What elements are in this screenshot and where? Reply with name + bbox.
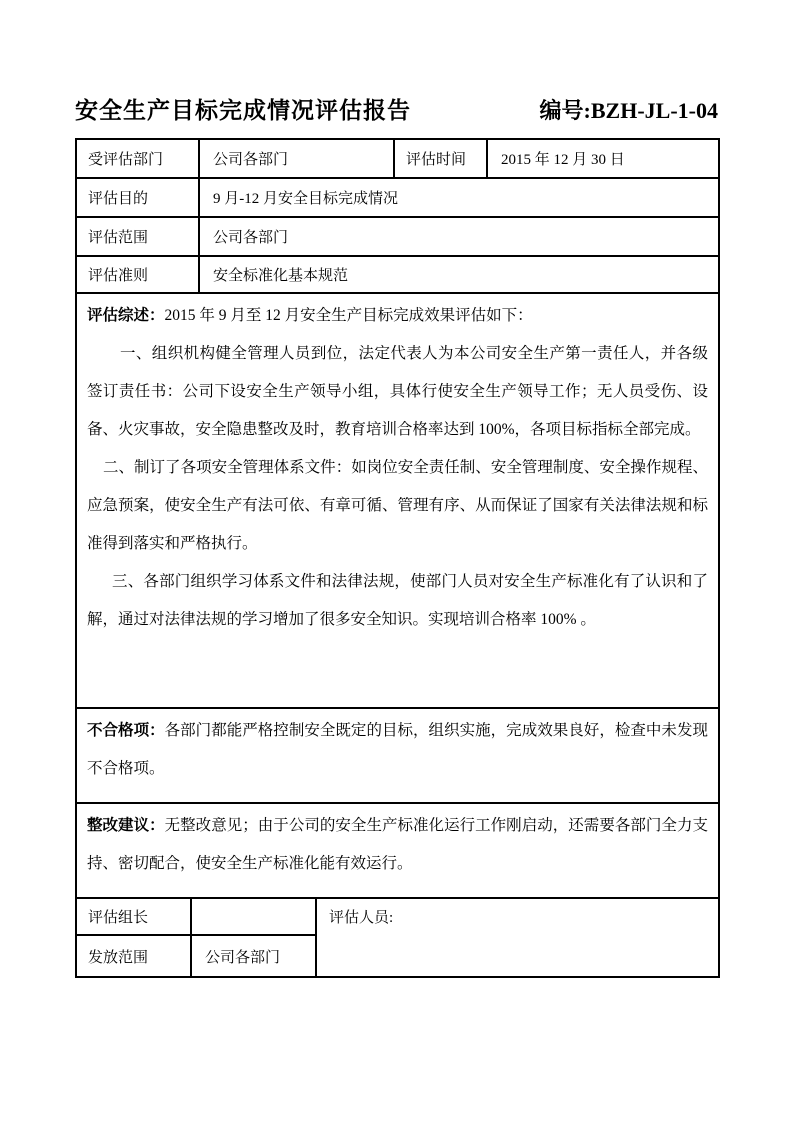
purpose-value: 9 月-12 月安全目标完成情况 <box>199 178 719 217</box>
purpose-label: 评估目的 <box>76 178 199 217</box>
summary-intro-text: 2015 年 9 月至 12 月安全生产目标完成效果评估如下： <box>164 307 533 324</box>
table-row-rectification <box>76 803 719 898</box>
nonconformity-text: 各部门都能严格控制安全既定的目标，组织实施，完成效果良好，检查中未发现不合格项。 <box>87 722 708 777</box>
table-row-purpose <box>76 178 719 217</box>
summary-paragraph-3: 三、各部门组织学习体系文件和法律法规，使部门人员对安全生产标准化有了认识和了解，通过对法律法规的学习增加了很多安全知识。实现培训合格率 100% 。 <box>87 573 708 628</box>
table-row-summary <box>76 293 719 708</box>
nonconformity-cell <box>76 708 719 803</box>
summary-paragraph-1: 一、组织机构健全管理人员到位，法定代表人为本公司安全生产第一责任人，并各级签订责任书：公司下设安全生产领导小组，具体行使安全生产领导工作；无人员受伤、设备、火灾事故，安全隐患整改及时，教育培训合格率达到 100%，各项目标指标全部完成。 <box>87 345 708 438</box>
table-row-leader <box>76 898 719 935</box>
rectification-text: 无整改意见；由于公司的安全生产标准化运行工作刚启动，还需要各部门全力支持、密切配合，使安全生产标准化能有效运行。 <box>87 817 708 872</box>
nonconformity-paragraph <box>87 712 708 788</box>
distribution-label: 发放范围 <box>76 935 191 977</box>
summary-label: 评估综述： <box>87 307 165 324</box>
scope-value: 公司各部门 <box>199 217 719 256</box>
signature-table <box>75 897 720 978</box>
criteria-value: 安全标准化基本规范 <box>199 256 719 293</box>
nonconformity-label: 不合格项： <box>87 722 165 739</box>
table-row-assessed-dept <box>76 139 719 178</box>
leader-value <box>191 898 316 935</box>
distribution-value: 公司各部门 <box>191 935 316 977</box>
criteria-label: 评估准则 <box>76 256 199 293</box>
assessed-dept-value: 公司各部门 <box>199 139 394 178</box>
summary-paragraph-2: 二、制订了各项安全管理体系文件：如岗位安全责任制、安全管理制度、安全操作规程、应急预案，使安全生产有法可依、有章可循、管理有序、从而保证了国家有关法律法规和标准得到落实和严格执行。 <box>87 459 708 552</box>
rectification-label: 整改建议： <box>87 817 165 834</box>
evaluators-cell: 评估人员: <box>316 898 719 977</box>
assessed-dept-label: 受评估部门 <box>76 139 199 178</box>
evaluation-report-table <box>75 138 720 899</box>
rectification-cell <box>76 803 719 898</box>
scope-label: 评估范围 <box>76 217 199 256</box>
table-row-criteria <box>76 256 719 293</box>
page-title: 安全生产目标完成情况评估报告 <box>75 98 411 123</box>
document-number: 编号:BZH-JL-1-04 <box>539 98 718 123</box>
evaluation-time-value: 2015 年 12 月 30 日 <box>487 139 719 178</box>
table-row-scope <box>76 217 719 256</box>
leader-label: 评估组长 <box>76 898 191 935</box>
rectification-paragraph <box>87 807 708 883</box>
table-row-nonconformity <box>76 708 719 803</box>
summary-cell <box>76 293 719 708</box>
evaluation-time-label: 评估时间 <box>394 139 487 178</box>
summary-intro-line <box>87 297 708 335</box>
document-header <box>75 96 718 126</box>
